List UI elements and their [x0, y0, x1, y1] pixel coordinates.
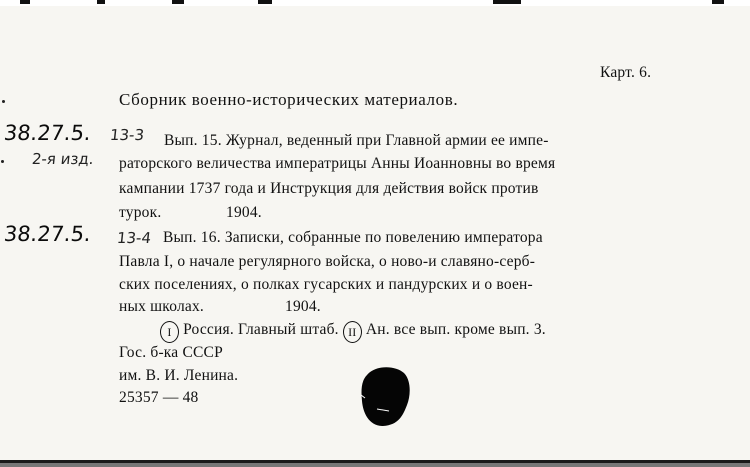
edge-mark — [20, 0, 30, 4]
print-code: 25357 — 48 — [119, 389, 199, 406]
handwritten-note: 2-я изд. — [31, 150, 95, 168]
entry1-year: 1904. — [226, 204, 262, 221]
scan-border — [0, 463, 750, 467]
handwritten-shelf-suffix: 13-4 — [116, 229, 152, 247]
handwritten-shelf-code: 38.27.5. — [2, 121, 93, 145]
speck — [1, 160, 4, 163]
provenance-text: Ан. все вып. кроме вып. 3. — [365, 321, 546, 338]
card-top-edge — [0, 0, 750, 6]
provenance-text: Россия. Главный штаб. — [183, 321, 339, 338]
entry2-line: Павла I, о начале регулярного войска, о ново-и славяно-серб- — [119, 253, 536, 270]
entry2-year: 1904. — [285, 298, 321, 315]
edge-mark — [493, 0, 521, 4]
handwritten-shelf-suffix: 13-3 — [109, 126, 145, 144]
handwritten-shelf-code: 38.27.5. — [2, 222, 93, 246]
entry1-line: турок. — [119, 204, 162, 221]
edge-mark — [172, 0, 184, 4]
card-title: Сборник военно-исторических материалов. — [119, 90, 459, 109]
entry1-line: раторского величества императрицы Анны Иоанновны во время — [119, 155, 556, 172]
entry2-line: ных школах. — [119, 298, 204, 315]
entry2-line: ских поселениях, о полках гусарских и пандурских и о воен- — [119, 276, 533, 293]
library-name: им. В. И. Ленина. — [119, 367, 239, 384]
edge-mark — [97, 0, 105, 4]
entry1-line: Вып. 15. Журнал, веденный при Главной армии ее импе- — [164, 132, 549, 149]
ink-blot — [359, 365, 411, 427]
card-number: Карт. 6. — [600, 64, 652, 81]
library-name: Гос. б-ка СССР — [119, 344, 223, 361]
provenance-line — [160, 321, 546, 343]
edge-mark — [258, 0, 272, 4]
circled-mark: II — [343, 321, 362, 343]
entry1-line: кампании 1737 года и Инструкция для действия войск против — [119, 180, 539, 197]
edge-mark — [712, 0, 724, 4]
circled-mark: I — [160, 321, 179, 343]
speck — [2, 100, 5, 103]
entry2-line: Вып. 16. Записки, собранные по повелению императора — [163, 229, 543, 246]
